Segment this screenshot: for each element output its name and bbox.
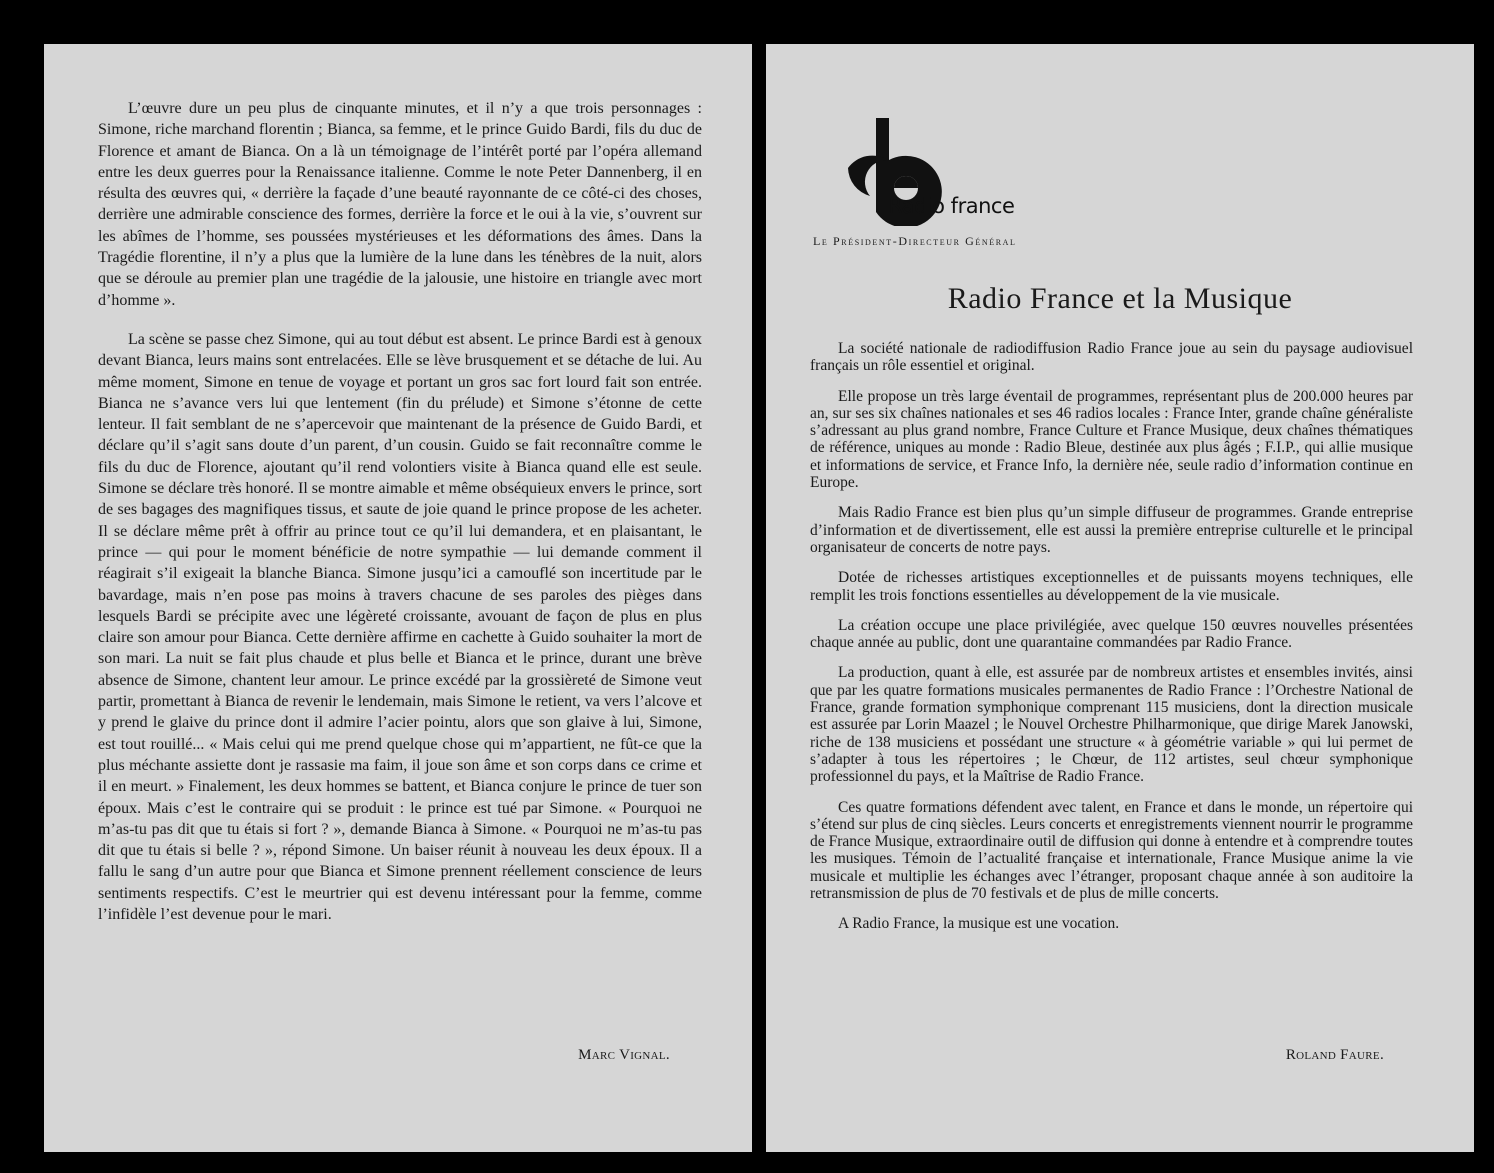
page-title: Radio France et la Musique: [947, 282, 1293, 315]
left-paragraph-1: L’œuvre dure un peu plus de cinquante minutes, et il n’y a que trois personnages : Simone, riche marchand florentin ; Bianca, sa femme, et le prince Guido Bardi, fils du duc de Florence et amant de Bianca. On a là un témoignage de l’intérêt porté par l’opéra allemand entre les deux guerres pour la Renaissance italienne. Comme le note Peter Dannenberg, il en résulta des œuvres qui, « derrière la façade d’une beauté rayonnante de ce côté-ci des choses, derrière une admirable conscience des formes, derrière la force et le oui à la vie, s’ouvrent sur les abîmes de l’homme, ses poussées mystérieuses et les déformations des âmes. Dans la Tragédie florentine, il n’y a plus que la lumière de la lune dans les ténèbres de la nuit, alors que se déroule au premier plan une tragédie de la jalousie, une histoire en triangle avec mort d’homme ».: [98, 100, 702, 309]
president-header: Le Président-Directeur Général: [813, 234, 1017, 248]
right-paragraph-2: Elle propose un très large éventail de programmes, représentant plus de 200.000 heures par an, sur ses six chaînes nationales et ses 46 radios locales : France Inter, grande chaîne généraliste s’adressant au plus grand nombre, France Culture et France Musique, deux chaînes thématiques de référence, uniques au monde : Radio Bleue, destinée aux plus âgés ; F.I.P., qui allie musique et informations de service, et France Info, la dernière née, seule radio d’information continue en Europe.: [810, 387, 1413, 492]
right-paragraph-8: A Radio France, la musique est une vocation.: [838, 915, 1120, 933]
right-paragraph-4: Dotée de richesses artistiques exceptionnelles et de puissants moyens techniques, elle remplit les trois fonctions essentielles au développement de la vie musicale.: [810, 569, 1413, 604]
right-paragraph-5: La création occupe une place privilégiée, avec quelque 150 œuvres nouvelles présentées chaque année au public, dont une quarantaine commandées par Radio France.: [810, 616, 1413, 652]
right-paragraph-6: La production, quant à elle, est assurée par de nombreux artistes et ensembles invités, ainsi que par les quatre formations musicales permanentes de Radio France : l’Orchestre National de France, grande formation symphonique comprenant 115 musiciens, dont la direction musicale est assurée par Lorin Maazel ; le Nouvel Orchestre Philharmonique, que dirige Marek Janowski, riche de 138 musiciens et possédant une structure « à géométrie variable » qui lui permet de s’adapter à tous les répertoires ; le Chœur, de 112 artistes, seul chœur symphonique professionnel du pays, et la Maîtrise de Radio France.: [810, 664, 1413, 786]
right-article: [810, 340, 1413, 946]
right-signature: Roland Faure.: [1285, 1047, 1384, 1063]
left-paragraph-2: La scène se passe chez Simone, qui au tout début est absent. Le prince Bardi est à genoux devant Bianca, leurs mains sont entrelacées. Elle se lève brusquement et se détache de lui. Au même moment, Simone en tenue de voyage et portant un gros sac fort lourd fait son entrée. Bianca ne s’avance vers lui que lentement (fin du prélude) et Simone s’étonne de cette lenteur. Il fait semblant de ne s’apercevoir que maintenant de la présence de Guido Bardi, et déclare qu’il s’agit sans doute d’un parent, d’un cousin. Guido se fait reconnaître comme le fils du duc de Florence, ajoutant qu’il rend volontiers visite à Bianca quand elle est seule. Simone se déclare très honoré. Il se montre aimable et même obséquieux envers le prince, sort de ses bagages des magnifiques tissus, et saute de joie quand le prince propose de les acheter. Il se déclare même prêt à offrir au prince tout ce qu’il lui demandera, et en plaisantant, le prince — qui pour le moment bénéficie de notre sympathie — lui demande comment il réagirait s’il exigeait la blanche Bianca. Simone jusqu’ici a camouflé son incertitude par le bavardage, mais n’en pose pas moins à travers chacune de ses paroles des pièges dans lesquels Bardi se précipite avec une légèreté croissante, avouant de façon de plus en plus claire son amour pour Bianca. Cette dernière affirme en cachette à Guido souhaiter la mort de son mari. La nuit se fait plus chaude et plus belle et Bianca et le prince, durant une brève absence de Simone, chantent leur amour. Le prince excédé par la grossièreté de Simone veut partir, promettant à Bianca de revenir le lendemain, mais Simone le retient, va vers l’alcove et y prend le glaive du prince dont il admire l’acier pointu, alors que son glaive à lui, Simone, est tout rouillé... « Mais celui qui me prend quelque chose qui m’appartient, ne fût-ce que la plus méchante assiette dont je rassasie ma faim, il joue son âme et son corps dans ce crime et il en meurt. » Finalement, les deux hommes se battent, et Bianca conjure le prince de tuer son époux. Mais c’est le contraire qui se produit : le prince est tué par Simone. « Pourquoi ne m’as-tu pas dit que tu étais si fort ? », demande Bianca à Simone. « Pourquoi ne m’as-tu pas dit que tu étais si belle ? », répond Simone. Un baiser réunit à nouveau les deux époux. Il a fallu le sang d’un autre pour que Bianca et Simone prennent réellement conscience de leurs sentiments respectifs. C’est le meurtrier qui est devenu intéressant pour la femme, comme l’infidèle l’est devenue pour le mari.: [98, 330, 702, 923]
left-page: [44, 44, 752, 1152]
right-page: [766, 44, 1474, 1152]
right-paragraph-7: Ces quatre formations défendent avec talent, en France et dans le monde, un répertoire qui s’étend sur plus de cinq siècles. Leurs concerts et enregistrements viennent nourrir le programme de France Musique, extraordinaire outil de diffusion qui donne à entendre et à comprendre toutes les musiques. Témoin de l’actualité française et internationale, France Musique anime la vie musicale et multiplie les échanges avec l’étranger, proposant chaque année à son auditoire la retransmission de plus de 70 festivals et de plus de mille concerts.: [810, 798, 1413, 903]
right-paragraph-3: Mais Radio France est bien plus qu’un simple diffuseur de programmes. Grande entreprise d’information et de divertissement, elle est aussi la première entreprise culturelle et le principal organisateur de concerts de notre pays.: [810, 504, 1413, 556]
logo-wordmark: Radio france: [888, 194, 1015, 218]
left-article: [98, 98, 702, 943]
left-signature: Marc Vignal.: [578, 1047, 670, 1063]
right-paragraph-1: La société nationale de radiodiffusion Radio France joue au sein du paysage audiovisuel français un rôle essentiel et original.: [810, 340, 1413, 375]
